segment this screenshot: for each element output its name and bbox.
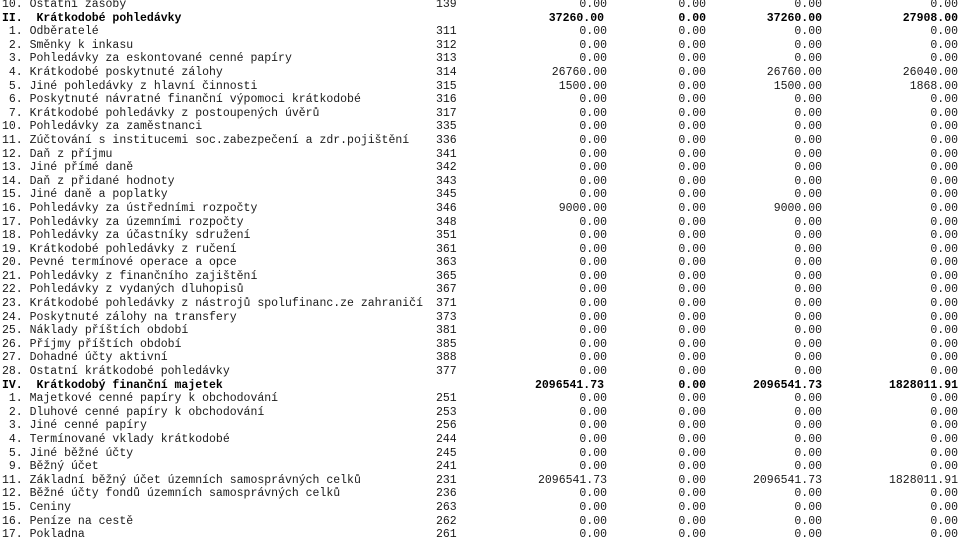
- row-label: 14. Daň z přidané hodnoty: [2, 174, 175, 188]
- value-gross: 1500.00: [558, 79, 607, 93]
- value-previous: 0.00: [930, 38, 958, 52]
- table-row: [0, 392, 960, 406]
- value-net: 0.00: [794, 324, 822, 338]
- row-label: 1. Odběratelé: [2, 25, 99, 39]
- row-label: 13. Jiné přímé daně: [2, 161, 134, 175]
- value-correction: 0.00: [678, 0, 706, 11]
- value-gross: 0.00: [579, 242, 607, 256]
- value-correction: 0.00: [678, 106, 706, 120]
- table-row: [0, 188, 960, 202]
- account-code: 377: [436, 365, 457, 379]
- account-code: 313: [436, 52, 457, 66]
- account-code: 365: [436, 269, 457, 283]
- value-correction: 0.00: [678, 460, 706, 474]
- value-gross: 0.00: [579, 324, 607, 338]
- value-gross: 0.00: [579, 433, 607, 446]
- account-code: 231: [436, 473, 457, 487]
- value-net: 26760.00: [766, 65, 822, 79]
- value-gross: 0.00: [579, 215, 607, 229]
- value-correction: 0.00: [678, 256, 706, 270]
- value-previous: 0.00: [930, 528, 958, 542]
- value-net: 0.00: [794, 310, 822, 324]
- table-row: [0, 216, 960, 230]
- value-previous: 27908.00: [902, 11, 958, 25]
- table-row: [0, 256, 960, 270]
- value-net: 0.00: [794, 38, 822, 52]
- value-net: 0.00: [794, 0, 822, 11]
- value-gross: 0.00: [579, 106, 607, 120]
- account-code: 244: [436, 433, 457, 446]
- row-label: 5. Jiné běžné účty: [2, 446, 134, 460]
- row-label: 6. Poskytnuté návratné finanční výpomoci krátkodobé: [2, 93, 361, 107]
- value-correction: 0.00: [678, 310, 706, 324]
- value-correction: 0.00: [678, 283, 706, 297]
- row-label: 7. Krátkodobé pohledávky z postoupených úvěrů: [2, 106, 320, 120]
- value-gross: 0.00: [579, 256, 607, 270]
- account-code: 263: [436, 500, 457, 514]
- value-net: 0.00: [794, 405, 822, 419]
- value-previous: 0.00: [930, 188, 958, 202]
- account-code: 373: [436, 310, 457, 324]
- value-previous: 0.00: [930, 337, 958, 351]
- account-code: 262: [436, 514, 457, 528]
- value-net: 0.00: [794, 242, 822, 256]
- row-label: 4. Termínované vklady krátkodobé: [2, 433, 230, 446]
- value-correction: 0.00: [678, 201, 706, 215]
- value-correction: 0.00: [678, 269, 706, 283]
- account-code: 241: [436, 460, 457, 474]
- value-previous: 0.00: [930, 147, 958, 161]
- row-label: 28. Ostatní krátkodobé pohledávky: [2, 365, 230, 379]
- table-row: [0, 66, 960, 80]
- value-gross: 0.00: [579, 337, 607, 351]
- table-row: [0, 148, 960, 162]
- value-net: 0.00: [794, 460, 822, 474]
- account-code: 336: [436, 133, 457, 147]
- value-previous: 0.00: [930, 433, 958, 446]
- row-label: 15. Jiné daně a poplatky: [2, 188, 168, 202]
- account-code: 139: [436, 0, 457, 11]
- row-label: 1. Majetkové cenné papíry k obchodování: [2, 392, 279, 406]
- section-header-row: [0, 12, 960, 26]
- row-label: 3. Jiné cenné papíry: [2, 419, 147, 433]
- value-net: 0.00: [794, 106, 822, 120]
- table-row: [0, 52, 960, 66]
- row-label: II. Krátkodobé pohledávky: [2, 11, 182, 25]
- row-label: 12. Běžné účty fondů územních samosprávných celků: [2, 487, 341, 501]
- row-label: 2. Dluhové cenné papíry k obchodování: [2, 405, 265, 419]
- value-correction: 0.00: [678, 11, 706, 25]
- value-net: 0.00: [794, 147, 822, 161]
- value-correction: 0.00: [678, 378, 706, 392]
- row-label: 11. Zúčtování s institucemi soc.zabezpečení a zdr.pojištění: [2, 133, 410, 147]
- value-gross: 0.00: [579, 405, 607, 419]
- table-row: [0, 338, 960, 352]
- value-correction: 0.00: [678, 65, 706, 79]
- value-gross: 0.00: [579, 161, 607, 175]
- row-label: 24. Poskytnuté zálohy na transfery: [2, 310, 237, 324]
- value-gross: 0.00: [579, 460, 607, 474]
- account-code: 346: [436, 201, 457, 215]
- row-label: 16. Pohledávky za ústředními rozpočty: [2, 201, 258, 215]
- account-code: 236: [436, 487, 457, 501]
- value-net: 0.00: [794, 528, 822, 542]
- value-net: 0.00: [794, 215, 822, 229]
- value-previous: 0.00: [930, 133, 958, 147]
- value-net: 0.00: [794, 120, 822, 134]
- table-row: [0, 365, 960, 379]
- row-label: IV. Krátkodobý finanční majetek: [2, 378, 223, 392]
- row-label: 20. Pevné termínové operace a opce: [2, 256, 237, 270]
- account-code: 335: [436, 120, 457, 134]
- value-correction: 0.00: [678, 419, 706, 433]
- row-label: 10. Pohledávky za zaměstnanci: [2, 120, 203, 134]
- row-label: 21. Pohledávky z finančního zajištění: [2, 269, 258, 283]
- row-label: 15. Ceniny: [2, 500, 72, 514]
- row-label: 5. Jiné pohledávky z hlavní činnosti: [2, 79, 258, 93]
- account-code: 345: [436, 188, 457, 202]
- account-code: 342: [436, 161, 457, 175]
- table-row: [0, 460, 960, 474]
- table-row: [0, 419, 960, 433]
- table-row: [0, 297, 960, 311]
- row-label: 2. Směnky k inkasu: [2, 38, 134, 52]
- value-previous: 0.00: [930, 405, 958, 419]
- value-correction: 0.00: [678, 79, 706, 93]
- table-row: [0, 93, 960, 107]
- value-net: 2096541.73: [752, 473, 822, 487]
- table-row: [0, 134, 960, 148]
- value-gross: 0.00: [579, 528, 607, 542]
- section-header-row: [0, 379, 960, 393]
- value-previous: 0.00: [930, 106, 958, 120]
- value-gross: 0.00: [579, 147, 607, 161]
- value-net: 0.00: [794, 514, 822, 528]
- account-code: 341: [436, 147, 457, 161]
- value-gross: 0.00: [579, 365, 607, 379]
- table-row: [0, 243, 960, 257]
- table-row: [0, 515, 960, 529]
- table-row: [0, 474, 960, 488]
- table-row: [0, 202, 960, 216]
- value-previous: 0.00: [930, 419, 958, 433]
- account-code: 317: [436, 106, 457, 120]
- value-gross: 0.00: [579, 487, 607, 501]
- value-net: 0.00: [794, 52, 822, 66]
- value-gross: 0.00: [579, 500, 607, 514]
- value-correction: 0.00: [678, 514, 706, 528]
- value-correction: 0.00: [678, 324, 706, 338]
- value-previous: 0.00: [930, 460, 958, 474]
- table-row: [0, 528, 960, 542]
- value-previous: 0.00: [930, 242, 958, 256]
- row-label: 10. Ostatní zásoby: [2, 0, 127, 11]
- value-previous: 0.00: [930, 514, 958, 528]
- value-gross: 0.00: [579, 174, 607, 188]
- value-gross: 26760.00: [551, 65, 607, 79]
- value-net: 0.00: [794, 93, 822, 107]
- value-net: 0.00: [794, 487, 822, 501]
- table-row: [0, 501, 960, 515]
- value-correction: 0.00: [678, 405, 706, 419]
- value-gross: 0.00: [579, 93, 607, 107]
- account-code: 311: [436, 25, 457, 39]
- value-net: 0.00: [794, 433, 822, 446]
- table-row: [0, 487, 960, 501]
- table-row: [0, 80, 960, 94]
- value-net: 0.00: [794, 133, 822, 147]
- value-correction: 0.00: [678, 174, 706, 188]
- value-previous: 0.00: [930, 487, 958, 501]
- value-correction: 0.00: [678, 433, 706, 446]
- value-net: 0.00: [794, 25, 822, 39]
- value-correction: 0.00: [678, 500, 706, 514]
- value-previous: 1828011.91: [888, 378, 958, 392]
- account-code: 245: [436, 446, 457, 460]
- value-previous: 0.00: [930, 446, 958, 460]
- value-gross: 0.00: [579, 310, 607, 324]
- value-gross: 0.00: [579, 229, 607, 243]
- account-code: 251: [436, 392, 457, 406]
- account-code: 312: [436, 38, 457, 52]
- account-code: 316: [436, 93, 457, 107]
- value-net: 0.00: [794, 161, 822, 175]
- value-previous: 0.00: [930, 351, 958, 365]
- value-previous: 0.00: [930, 283, 958, 297]
- table-row: [0, 229, 960, 243]
- table-row: [0, 447, 960, 461]
- account-code: 348: [436, 215, 457, 229]
- value-net: 0.00: [794, 365, 822, 379]
- value-net: 0.00: [794, 351, 822, 365]
- value-previous: 0.00: [930, 25, 958, 39]
- value-correction: 0.00: [678, 351, 706, 365]
- value-previous: 0.00: [930, 365, 958, 379]
- table-row: [0, 324, 960, 338]
- value-gross: 0.00: [579, 514, 607, 528]
- value-correction: 0.00: [678, 365, 706, 379]
- value-previous: 0.00: [930, 201, 958, 215]
- account-code: 361: [436, 242, 457, 256]
- value-correction: 0.00: [678, 52, 706, 66]
- value-previous: 1868.00: [909, 79, 958, 93]
- value-net: 0.00: [794, 229, 822, 243]
- table-row: [0, 25, 960, 39]
- value-correction: 0.00: [678, 133, 706, 147]
- value-previous: 0.00: [930, 297, 958, 311]
- value-previous: 0.00: [930, 215, 958, 229]
- value-net: 0.00: [794, 256, 822, 270]
- value-net: 2096541.73: [752, 378, 822, 392]
- row-label: 17. Pokladna: [2, 528, 85, 542]
- value-gross: 0.00: [579, 446, 607, 460]
- row-label: 22. Pohledávky z vydaných dluhopisů: [2, 283, 244, 297]
- value-gross: 2096541.73: [537, 473, 607, 487]
- value-previous: 0.00: [930, 120, 958, 134]
- value-gross: 37260.00: [548, 11, 604, 25]
- value-previous: 0.00: [930, 269, 958, 283]
- row-label: 9. Běžný účet: [2, 460, 99, 474]
- value-previous: 0.00: [930, 93, 958, 107]
- value-gross: 0.00: [579, 419, 607, 433]
- value-gross: 0.00: [579, 120, 607, 134]
- value-correction: 0.00: [678, 93, 706, 107]
- row-label: 27. Dohadné účty aktivní: [2, 351, 168, 365]
- value-gross: 0.00: [579, 392, 607, 406]
- value-correction: 0.00: [678, 147, 706, 161]
- value-gross: 0.00: [579, 0, 607, 11]
- value-previous: 0.00: [930, 174, 958, 188]
- value-net: 0.00: [794, 392, 822, 406]
- table-row: [0, 175, 960, 189]
- value-net: 0.00: [794, 419, 822, 433]
- table-row: [0, 120, 960, 134]
- value-net: 37260.00: [766, 11, 822, 25]
- value-gross: 2096541.73: [534, 378, 604, 392]
- value-net: 0.00: [794, 269, 822, 283]
- row-label: 18. Pohledávky za účastníky sdružení: [2, 229, 251, 243]
- account-code: 385: [436, 337, 457, 351]
- table-row: [0, 311, 960, 325]
- value-correction: 0.00: [678, 215, 706, 229]
- value-previous: 0.00: [930, 500, 958, 514]
- account-code: 381: [436, 324, 457, 338]
- value-net: 0.00: [794, 337, 822, 351]
- value-gross: 0.00: [579, 351, 607, 365]
- value-net: 1500.00: [773, 79, 822, 93]
- value-correction: 0.00: [678, 242, 706, 256]
- account-code: 261: [436, 528, 457, 542]
- value-correction: 0.00: [678, 446, 706, 460]
- table-row: [0, 107, 960, 121]
- table-row: [0, 406, 960, 420]
- table-row: [0, 39, 960, 53]
- row-label: 4. Krátkodobé poskytnuté zálohy: [2, 65, 223, 79]
- value-gross: 0.00: [579, 188, 607, 202]
- table-row: [0, 351, 960, 365]
- table-row: [0, 0, 960, 12]
- row-label: 11. Základní běžný účet územních samosprávných celků: [2, 473, 361, 487]
- value-previous: 0.00: [930, 52, 958, 66]
- row-label: 16. Peníze na cestě: [2, 514, 134, 528]
- row-label: 26. Příjmy příštích období: [2, 337, 182, 351]
- value-correction: 0.00: [678, 38, 706, 52]
- account-code: 388: [436, 351, 457, 365]
- value-correction: 0.00: [678, 229, 706, 243]
- row-label: 12. Daň z příjmu: [2, 147, 113, 161]
- table-row: [0, 283, 960, 297]
- value-net: 0.00: [794, 174, 822, 188]
- row-label: 17. Pohledávky za územními rozpočty: [2, 215, 244, 229]
- account-code: 314: [436, 65, 457, 79]
- value-net: 0.00: [794, 500, 822, 514]
- value-gross: 0.00: [579, 25, 607, 39]
- account-code: 253: [436, 405, 457, 419]
- value-correction: 0.00: [678, 188, 706, 202]
- account-code: 351: [436, 229, 457, 243]
- value-previous: 1828011.91: [888, 473, 958, 487]
- value-gross: 0.00: [579, 52, 607, 66]
- table-row: [0, 270, 960, 284]
- value-previous: 0.00: [930, 229, 958, 243]
- value-gross: 0.00: [579, 38, 607, 52]
- value-correction: 0.00: [678, 120, 706, 134]
- value-previous: 0.00: [930, 256, 958, 270]
- account-code: 367: [436, 283, 457, 297]
- value-correction: 0.00: [678, 473, 706, 487]
- account-code: 343: [436, 174, 457, 188]
- value-correction: 0.00: [678, 528, 706, 542]
- value-gross: 0.00: [579, 133, 607, 147]
- value-correction: 0.00: [678, 297, 706, 311]
- account-code: 371: [436, 297, 457, 311]
- account-code: 363: [436, 256, 457, 270]
- table-row: [0, 161, 960, 175]
- row-label: 25. Náklady příštích období: [2, 324, 189, 338]
- row-label: 19. Krátkodobé pohledávky z ručení: [2, 242, 237, 256]
- value-gross: 0.00: [579, 297, 607, 311]
- value-net: 0.00: [794, 446, 822, 460]
- value-previous: 0.00: [930, 161, 958, 175]
- value-gross: 0.00: [579, 283, 607, 297]
- value-previous: 26040.00: [902, 65, 958, 79]
- value-correction: 0.00: [678, 25, 706, 39]
- value-correction: 0.00: [678, 392, 706, 406]
- row-label: 23. Krátkodobé pohledávky z nástrojů spolufinanc.ze zahraničí: [2, 297, 423, 311]
- value-correction: 0.00: [678, 337, 706, 351]
- value-previous: 0.00: [930, 324, 958, 338]
- table-row: [0, 433, 960, 447]
- value-previous: 0.00: [930, 392, 958, 406]
- value-net: 0.00: [794, 297, 822, 311]
- value-correction: 0.00: [678, 487, 706, 501]
- value-net: 0.00: [794, 283, 822, 297]
- value-gross: 9000.00: [558, 201, 607, 215]
- account-code: 315: [436, 79, 457, 93]
- value-net: 9000.00: [773, 201, 822, 215]
- value-net: 0.00: [794, 188, 822, 202]
- value-previous: 0.00: [930, 310, 958, 324]
- value-gross: 0.00: [579, 269, 607, 283]
- row-label: 3. Pohledávky za eskontované cenné papíry: [2, 52, 292, 66]
- account-code: 256: [436, 419, 457, 433]
- value-previous: 0.00: [930, 0, 958, 11]
- value-correction: 0.00: [678, 161, 706, 175]
